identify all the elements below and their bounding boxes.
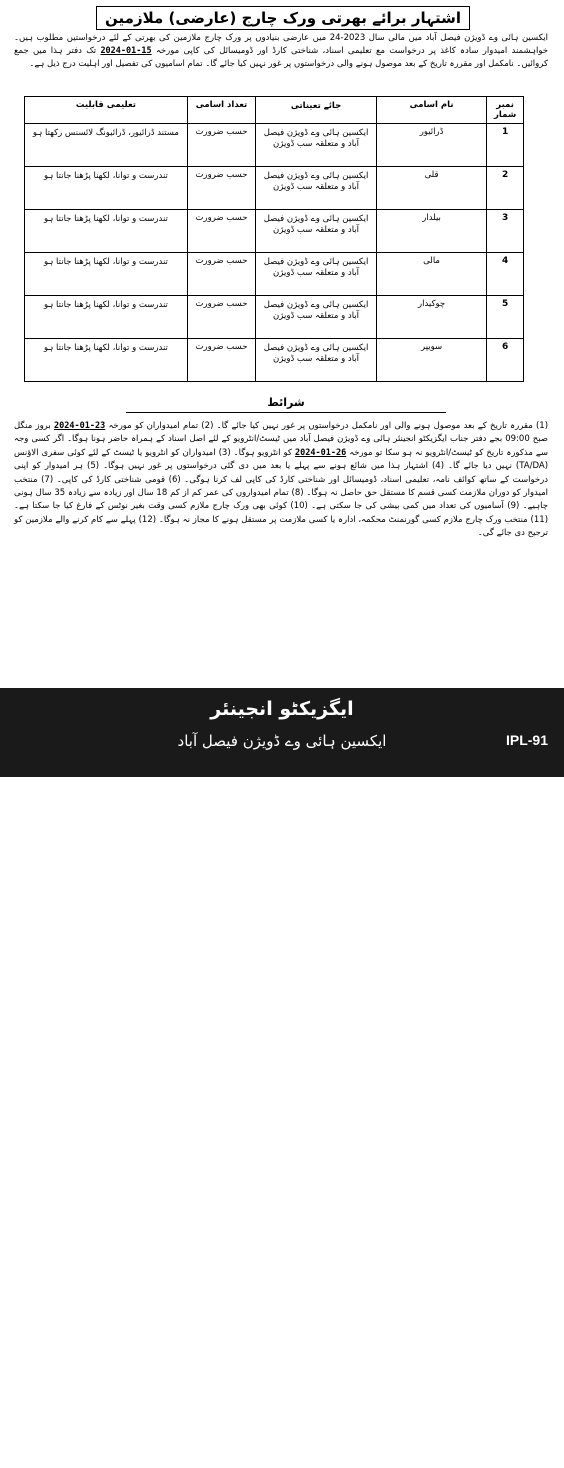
jobs-table <box>24 96 524 382</box>
cell-qualification: تندرست و توانا، لکھنا پڑھنا جانتا ہو <box>25 296 188 339</box>
cell-quantity: حسب ضرورت <box>187 296 255 339</box>
ad-title: اشتہار برائے بھرتی ورک چارج (عارضی) ملازمین <box>96 6 470 30</box>
header-place: جائے تعیناتی <box>256 97 377 124</box>
cell-serial: 1 <box>487 124 524 167</box>
stamp-mark <box>48 1450 86 1468</box>
cell-quantity: حسب ضرورت <box>187 124 255 167</box>
cell-qualification: تندرست و توانا، لکھنا پڑھنا جانتا ہو <box>25 253 188 296</box>
cell-quantity: حسب ضرورت <box>187 210 255 253</box>
conditions-text-2: بروز منگل صبح 09:00 بجے دفتر جناب ایگزیکٹو انجینئر ہائی وے ڈویژن فیصل آباد میں ٹیسٹ/انٹرویو کے لئے اصل اسناد کے ہمراہ حاضر ہونا ہوگا۔ اگر کسی وجہ سے مذکورہ تاریخ کو ٹیسٹ/انٹرویو نہ ہو سکا تو مورخہ <box>14 421 548 458</box>
intro-paragraph <box>14 32 548 71</box>
cell-serial: 2 <box>487 167 524 210</box>
cell-place: ایکسین ہائی وے ڈویژن فیصل آباد و متعلقہ سب ڈویژن <box>256 124 377 167</box>
cell-serial: 5 <box>487 296 524 339</box>
cell-place: ایکسین ہائی وے ڈویژن فیصل آباد و متعلقہ سب ڈویژن <box>256 296 377 339</box>
footer-title: ایگزیکٹو انجینئر <box>210 698 354 720</box>
table-row <box>25 167 524 210</box>
footer-subtitle: ایکسین ہائی وے ڈویژن فیصل آباد <box>177 732 387 750</box>
cell-serial: 6 <box>487 339 524 382</box>
footer-banner <box>0 688 564 777</box>
conditions-text-1: (1) مقررہ تاریخ کے بعد موصول ہونے والی اور نامکمل درخواستوں پر غور نہیں کیا جائے گا۔ (2) تمام امیدواران کو مورخہ <box>108 421 549 431</box>
cell-post: قلی <box>376 167 486 210</box>
header-post: نام اسامی <box>376 97 486 124</box>
cell-post: ڈرائیور <box>376 124 486 167</box>
ipl-code: IPL-91 <box>505 732 548 748</box>
table-row <box>25 296 524 339</box>
cell-qualification: تندرست و توانا، لکھنا پڑھنا جانتا ہو <box>25 210 188 253</box>
cell-place: ایکسین ہائی وے ڈویژن فیصل آباد و متعلقہ سب ڈویژن <box>256 210 377 253</box>
alternate-interview-date: 26-01-2024 <box>294 447 347 458</box>
intro-text-1: ایکسین ہائی وے ڈویژن فیصل آباد میں مالی سال 2023-24 میں عارضی بنیادوں پر ورک چارج ملازمین کی بھرتی کے لئے درخواستیں مطلوب ہیں۔ خواہشمند امیدوار سادہ کاغذ پر درخواست مع تعلیمی اسناد، شناختی کارڈ اور ڈومیسائل کی کاپی مورخہ <box>14 33 549 56</box>
cell-post: سویپر <box>376 339 486 382</box>
cell-qualification: مستند ڈرائیور، ڈرائیونگ لائسنس رکھتا ہو <box>25 124 188 167</box>
cell-post: چوکیدار <box>376 296 486 339</box>
header-qualification: تعلیمی قابلیت <box>25 97 188 124</box>
cell-place: ایکسین ہائی وے ڈویژن فیصل آباد و متعلقہ سب ڈویژن <box>256 253 377 296</box>
cell-qualification: تندرست و توانا، لکھنا پڑھنا جانتا ہو <box>25 339 188 382</box>
cell-quantity: حسب ضرورت <box>187 253 255 296</box>
table-header-row <box>25 97 524 124</box>
cell-post: مالی <box>376 253 486 296</box>
table-row <box>25 210 524 253</box>
conditions-paragraph <box>14 420 548 541</box>
conditions-text-3: کو انٹرویو ہوگا۔ (3) امیدواران کو انٹرویو یا ٹیسٹ کے لئے کوئی سفری الاؤنس (TA/DA) نہیں دیا جائے گا۔ (4) اشتہار ہذا میں شائع ہونے سے پہلے یا بعد میں دی گئی درخواستوں پر غور نہیں ہوگا۔ (5) ہر امیدوار کو اپنی درخواست کے ساتھ کوائف نامہ، تعلیمی اسناد، ڈومیسائل اور شناختی کارڈ کی کاپی لف کرنا ہوگی۔ (6) قومی شناختی کارڈ کی کاپی۔ (7) منتخب امیدوار کو دوران ملازمت کسی قسم کا مستقل حق حاصل نہ ہوگا۔ (8) تمام امیدواروں کی عمر کم از کم 18 سال اور زیادہ سے زیادہ 35 سال ہونی چاہیے۔ (9) آسامیوں کی تعداد میں کمی بیشی کی جا سکتی ہے۔ (10) کوئی بھی ورک چارج ملازم کسی وقت بغیر نوٹس کے فارغ کیا جا سکتا ہے۔ (11) منتخب ورک چارج ملازم کسی گورنمنٹ محکمہ، ادارہ یا کسی ملازمت پر مستقل ہونے کا مجاز نہ ہوگا۔ (12) پہلے سے کام کرنے والے ملازمین کو ترجیح دی جائے گی۔ <box>14 447 549 539</box>
cell-quantity: حسب ضرورت <box>187 167 255 210</box>
header-quantity: تعداد اسامی <box>187 97 255 124</box>
last-date: 15-01-2024 <box>100 46 152 56</box>
cell-qualification: تندرست و توانا، لکھنا پڑھنا جانتا ہو <box>25 167 188 210</box>
cell-serial: 4 <box>487 253 524 296</box>
table-row <box>25 339 524 382</box>
cell-quantity: حسب ضرورت <box>187 339 255 382</box>
intro-text-2: تک دفتر ہذا میں جمع کروائیں۔ نامکمل اور مقررہ تاریخ کے بعد موصول ہونے والی درخواستوں پر غور نہیں کیا جائے گا۔ تمام اسامیوں کی تفصیل اور اہلیت درج ذیل ہے۔ <box>14 46 548 69</box>
table-row <box>25 124 524 167</box>
cell-post: بیلدار <box>376 210 486 253</box>
interview-date: 23-01-2024 <box>53 421 106 431</box>
cell-place: ایکسین ہائی وے ڈویژن فیصل آباد و متعلقہ سب ڈویژن <box>256 167 377 210</box>
conditions-heading: شرائط <box>126 396 446 413</box>
header-serial: نمبر شمار <box>487 97 524 124</box>
cell-place: ایکسین ہائی وے ڈویژن فیصل آباد و متعلقہ سب ڈویژن <box>256 339 377 382</box>
cell-serial: 3 <box>487 210 524 253</box>
table-row <box>25 253 524 296</box>
